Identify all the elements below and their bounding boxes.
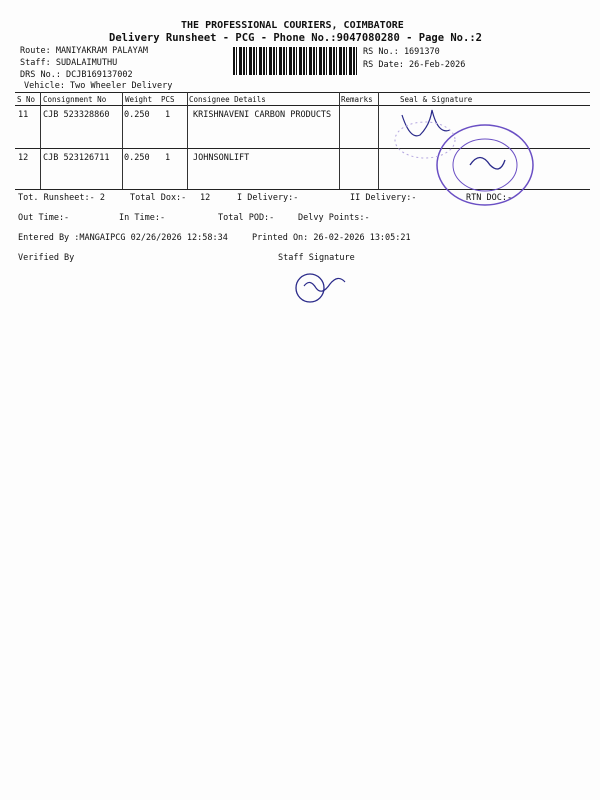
rtn-doc: RTN DOC:- — [466, 193, 513, 203]
row-consignment: CJB 523328860 — [43, 110, 110, 120]
total-dox: Total Dox:- — [130, 193, 187, 203]
row-pcs: 1 — [165, 153, 171, 163]
header-consignee: Consignee Details — [189, 95, 266, 104]
row-sno: 11 — [18, 110, 29, 120]
in-time: In Time:- — [119, 213, 166, 223]
header-weight: Weight — [125, 95, 153, 104]
row-consignment: CJB 523126711 — [43, 153, 110, 163]
staff-signature-label: Staff Signature — [278, 253, 355, 263]
staff-signature — [290, 264, 360, 306]
header-sno: S No — [17, 95, 36, 104]
ii-delivery: II Delivery:- — [350, 193, 417, 203]
row-weight: 0.250 — [124, 110, 150, 120]
header-consignment: Consignment No — [43, 95, 107, 104]
company-title: THE PROFESSIONAL COURIERS, COIMBATORE — [181, 20, 404, 31]
header-remarks: Remarks — [341, 95, 373, 104]
row-consignee: KRISHNAVENI CARBON PRODUCTS — [193, 110, 332, 120]
printed-on: Printed On: 26-02-2026 13:05:21 — [252, 233, 411, 243]
total-pod: Total POD:- — [218, 213, 275, 223]
staff: Staff: SUDALAIMUTHU — [20, 58, 118, 68]
tot-runsheet: Tot. Runsheet:- 2 — [18, 193, 105, 203]
rs-date: RS Date: 26-Feb-2026 — [363, 60, 466, 70]
barcode — [233, 47, 359, 75]
entered-by: Entered By :MANGAIPCG 02/26/2026 12:58:34 — [18, 233, 228, 243]
vehicle: Vehicle: Two Wheeler Delivery — [24, 81, 173, 91]
header-seal: Seal & Signature — [400, 95, 473, 104]
rs-no: RS No.: 1691370 — [363, 47, 440, 57]
row-weight: 0.250 — [124, 153, 150, 163]
out-time: Out Time:- — [18, 213, 70, 223]
i-delivery: I Delivery:- — [237, 193, 299, 203]
runsheet-subtitle: Delivery Runsheet - PCG - Phone No.:9047080280 - Page No.:2 — [109, 32, 482, 44]
row-pcs: 1 — [165, 110, 171, 120]
delvy-points: Delvy Points:- — [298, 213, 370, 223]
row-sno: 12 — [18, 153, 29, 163]
route: Route: MANIYAKRAM PALAYAM — [20, 46, 148, 56]
signature-mark — [402, 110, 450, 136]
drs-no: DRS No.: DCJB169137002 — [20, 70, 133, 80]
verified-by: Verified By — [18, 253, 75, 263]
row-consignee: JOHNSONLIFT — [193, 153, 250, 163]
header-pcs: PCS — [161, 95, 175, 104]
total-dox-value: 12 — [200, 193, 211, 203]
